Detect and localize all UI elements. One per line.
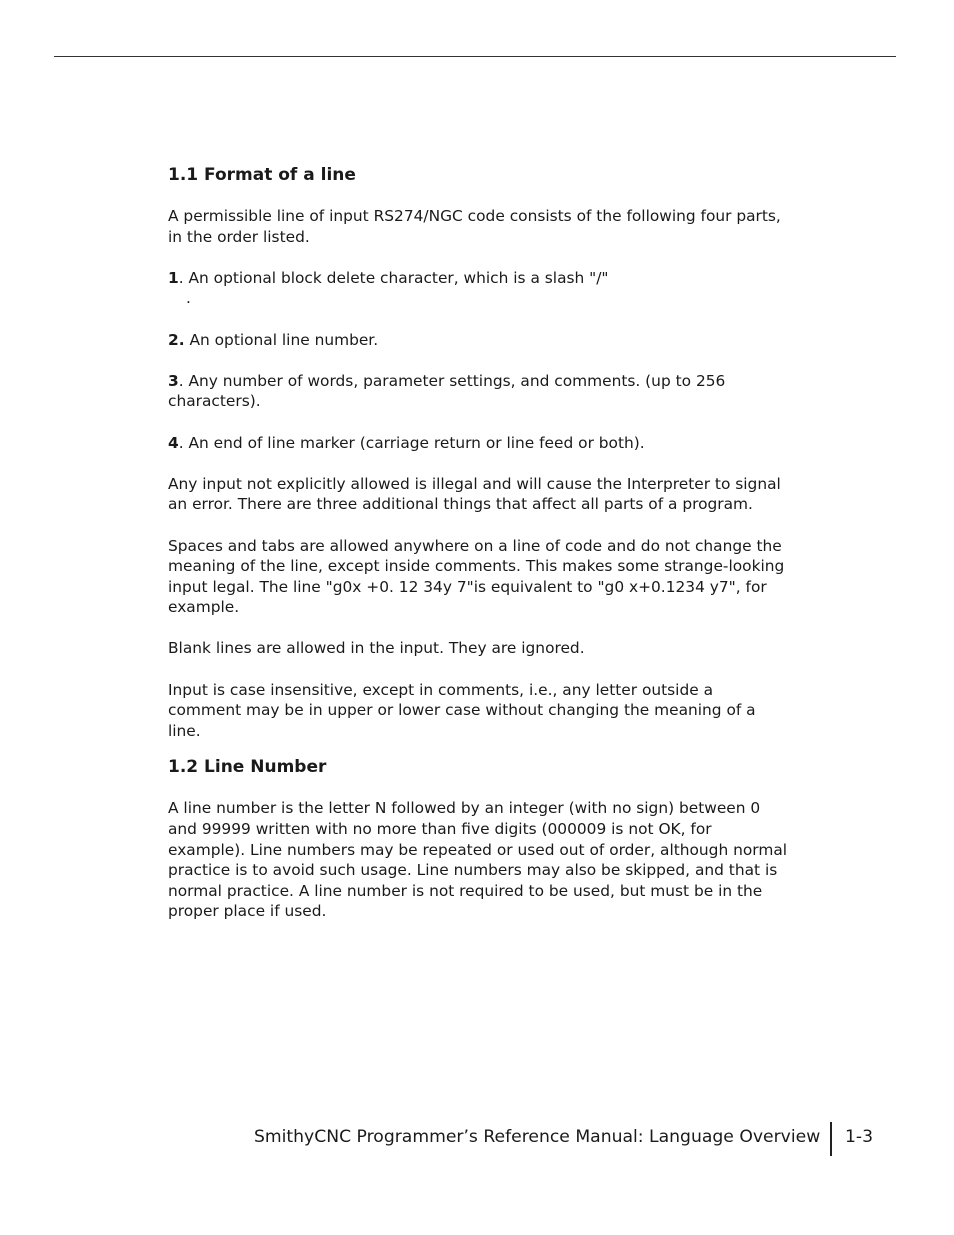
illegal-input-paragraph: Any input not explicitly allowed is illegal and will cause the Interpreter to signal an error. There are three additional things that affect all parts of a program.: [168, 474, 781, 514]
footer-title: SmithyCNC Programmer’s Reference Manual: Language Overview: [254, 1127, 821, 1147]
list-item-text: . An end of line marker (carriage return or line feed or both).: [178, 433, 645, 452]
list-item-text: . Any number of words, parameter settings, and comments. (up to 256 characters).: [168, 371, 726, 411]
list-item-3: [168, 371, 788, 412]
page-content: [168, 163, 788, 922]
list-item-1: [168, 268, 788, 289]
list-item-number: 4: [168, 433, 179, 452]
stray-dot: .: [186, 289, 191, 308]
page-number: 1-3: [845, 1127, 874, 1147]
list-item-number: 2.: [168, 330, 185, 349]
list-item-number: 1: [168, 268, 179, 287]
list-item-2: [168, 330, 788, 351]
footer-divider: [830, 1122, 832, 1156]
list-item-number: 3: [168, 371, 179, 390]
case-paragraph: Input is case insensitive, except in comments, i.e., any letter outside a comment may be in upper or lower case without changing the meaning of a line.: [168, 680, 756, 740]
section-heading-line-number: 1.2 Line Number: [168, 757, 327, 778]
spaces-paragraph: Spaces and tabs are allowed anywhere on a line of code and do not change the meaning of the line, except inside comments. This makes some strange-looking input legal. The line "g0x +0. 12 34y 7"is equivalent to "g0 x+0.1234 y7", for example.: [168, 536, 785, 617]
blank-lines-paragraph: Blank lines are allowed in the input. They are ignored.: [168, 639, 585, 658]
header-rule: [54, 56, 896, 57]
list-item-text: . An optional block delete character, which is a slash "/": [178, 268, 609, 287]
list-item-4: [168, 433, 788, 454]
list-item-text: An optional line number.: [184, 330, 379, 349]
section-heading-format: 1.1 Format of a line: [168, 165, 356, 185]
line-number-paragraph: A line number is the letter N followed by an integer (with no sign) between 0 and 99999 written with no more than five digits (000009 is not OK, for example). Line numbers may be repeated or used out of order, although normal practice is to avoid such usage. Line numbers may also be skipped, and that is normal practice. A line number is not required to be used, but must be in the proper place if used.: [168, 799, 788, 921]
intro-paragraph: A permissible line of input RS274/NGC code consists of the following four parts, in the order listed.: [168, 207, 781, 246]
